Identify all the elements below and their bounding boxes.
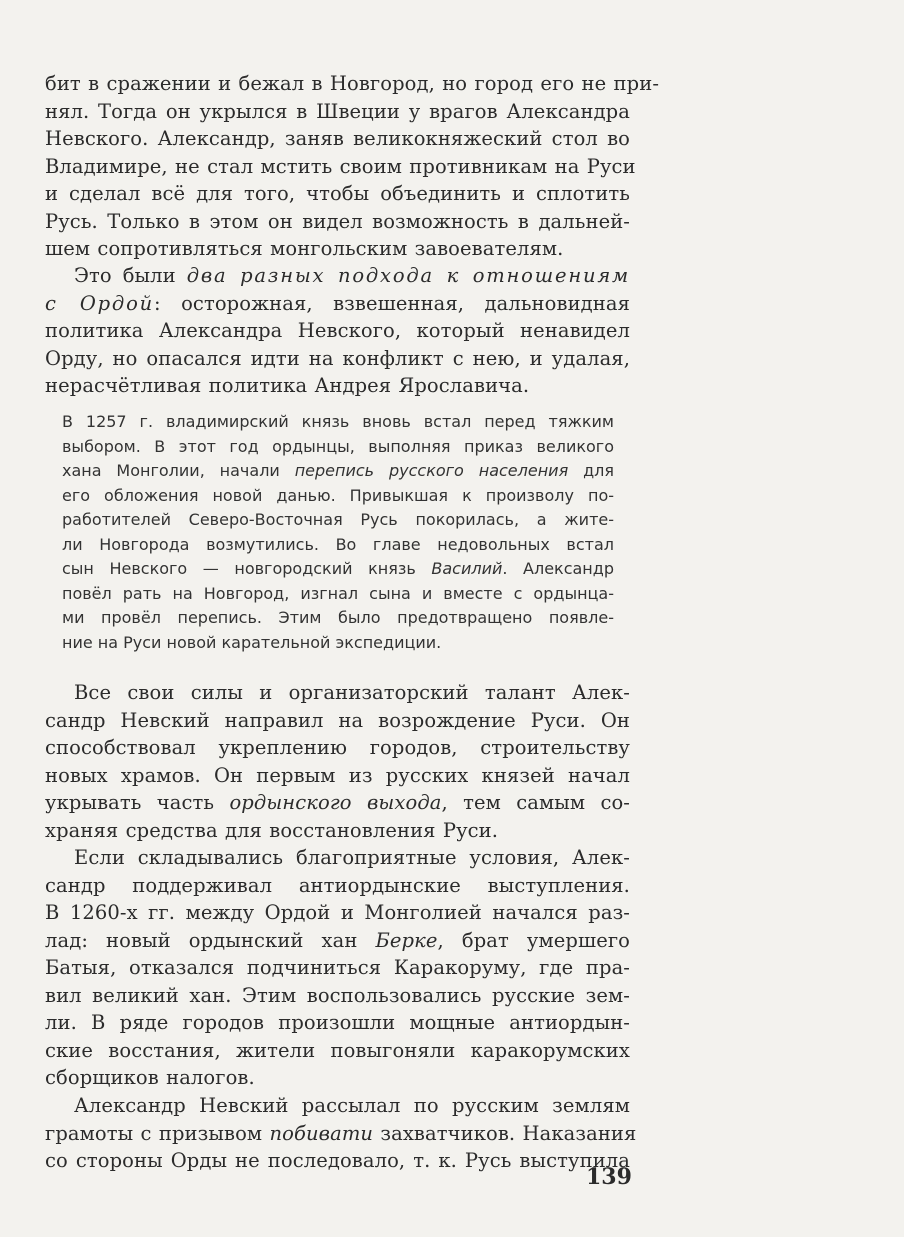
inset-line bbox=[62, 459, 614, 484]
emphasis-text: Василий bbox=[431, 559, 503, 578]
paragraph-line: сандр поддерживал антиордынские выступления. bbox=[45, 873, 630, 897]
inset-line: ми провёл перепись. Этим было предотвращено появле- bbox=[62, 608, 614, 627]
inset-text-box bbox=[62, 410, 614, 655]
paragraph-line: Владимире, не стал мстить своим противникам на Руси bbox=[45, 154, 636, 178]
paragraph-line bbox=[45, 290, 630, 318]
text-run: лад: новый ордынский хан bbox=[45, 928, 376, 952]
text-run: хана Монголии, начали bbox=[62, 461, 295, 480]
paragraph-line: Орду, но опасался идти на конфликт с нею, и удалая, bbox=[45, 346, 630, 370]
inset-line: выбором. В этот год ордынцы, выполняя приказ великого bbox=[62, 436, 614, 456]
paragraph-1 bbox=[45, 70, 660, 263]
text-run: , брат умершего bbox=[437, 928, 630, 952]
emphasis-text: ордынского выхода bbox=[229, 791, 442, 814]
text-run: грамоты с призывом bbox=[45, 1121, 270, 1145]
inset-line: повёл рать на Новгород, изгнал сына и вместе с ордынца- bbox=[62, 583, 614, 603]
page-number: 139 bbox=[586, 1164, 632, 1190]
paragraph-4 bbox=[45, 844, 630, 1092]
paragraph-line: Русь. Только в этом он видел возможность в дальней- bbox=[45, 209, 630, 233]
paragraph-line: В 1260-х гг. между Ордой и Монголией начался раз- bbox=[45, 901, 630, 924]
text-run: , тем самым со- bbox=[441, 791, 630, 814]
emphasis-text: перепись русского населения bbox=[294, 461, 569, 480]
emphasis-text: побивати bbox=[269, 1121, 374, 1145]
paragraph-line: храняя средства для восстановления Руси. bbox=[45, 818, 499, 842]
inset-line: ли Новгорода возмутились. Во главе недовольных встал bbox=[62, 534, 614, 554]
emphasis-text: с Ордой bbox=[45, 291, 154, 315]
paragraph-line: Если складывались благоприятные условия, Алек- bbox=[74, 846, 630, 869]
inset-line: работителей Северо-Восточная Русь покорилась, а жите- bbox=[62, 510, 614, 529]
inset-line bbox=[62, 557, 614, 582]
paragraph-line: ли. В ряде городов произошли мощные антиордын- bbox=[45, 1011, 630, 1034]
paragraph-line: Батыя, отказался подчиниться Каракоруму, где пра- bbox=[45, 956, 630, 979]
paragraph-line: Невского. Александр, заняв великокняжеский стол во bbox=[45, 127, 630, 150]
paragraph-line: и сделал всё для того, чтобы объединить и сплотить bbox=[45, 182, 630, 205]
paragraph-line: новых храмов. Он первым из русских князей начал bbox=[45, 763, 630, 787]
paragraph-line: сандр Невский направил на возрождение Руси. Он bbox=[45, 708, 630, 732]
paragraph-line: сборщиков налогов. bbox=[45, 1066, 255, 1089]
paragraph-line: ские восстания, жители повыгоняли каракорумских bbox=[45, 1038, 630, 1062]
inset-line: В 1257 г. владимирский князь вновь встал перед тяжким bbox=[62, 412, 614, 431]
paragraph-3 bbox=[45, 679, 630, 844]
paragraph-2 bbox=[45, 262, 630, 400]
text-run: захватчиков. Наказания bbox=[373, 1121, 637, 1145]
emphasis-text: Берке bbox=[375, 928, 438, 952]
paragraph-line: со стороны Орды не последовало, т. к. Русь выступила bbox=[45, 1149, 630, 1172]
paragraph-line bbox=[45, 789, 630, 817]
paragraph-5 bbox=[45, 1092, 637, 1175]
paragraph-line bbox=[45, 262, 630, 290]
paragraph-line: нерасчётливая политика Андрея Ярославича. bbox=[45, 374, 530, 397]
paragraph-line bbox=[45, 1120, 637, 1148]
paragraph-line: бит в сражении и бежал в Новгород, но город его не при- bbox=[45, 72, 660, 95]
paragraph-line: шем сопротивляться монгольским завоевателям. bbox=[45, 237, 564, 260]
text-run: сын Невского — новгородский князь bbox=[62, 559, 432, 578]
text-run: : осторожная, взвешенная, дальновидная bbox=[153, 291, 630, 315]
text-run: . Александр bbox=[502, 559, 614, 578]
paragraph-line: способствовал укреплению городов, строительству bbox=[45, 736, 630, 759]
paragraph-line: вил великий хан. Этим воспользовались русские зем- bbox=[45, 983, 630, 1007]
paragraph-line bbox=[45, 927, 630, 955]
inset-line: его обложения новой данью. Привыкшая к произволу по- bbox=[62, 485, 614, 505]
text-run: для bbox=[568, 461, 615, 480]
paragraph-line: нял. Тогда он укрылся в Швеции у врагов Александра bbox=[45, 99, 630, 123]
paragraph-line: Александр Невский рассылал по русским землям bbox=[74, 1094, 630, 1117]
inset-line: ние на Руси новой карательной экспедиции. bbox=[62, 632, 442, 652]
paragraph-line: Все свои силы и организаторский талант Алек- bbox=[74, 681, 630, 704]
text-run: укрывать часть bbox=[45, 791, 230, 814]
paragraph-line: политика Александра Невского, который ненавидел bbox=[45, 319, 630, 342]
text-run: Это были bbox=[74, 264, 187, 287]
emphasis-text: два разных подхода к отношениям bbox=[186, 264, 630, 287]
